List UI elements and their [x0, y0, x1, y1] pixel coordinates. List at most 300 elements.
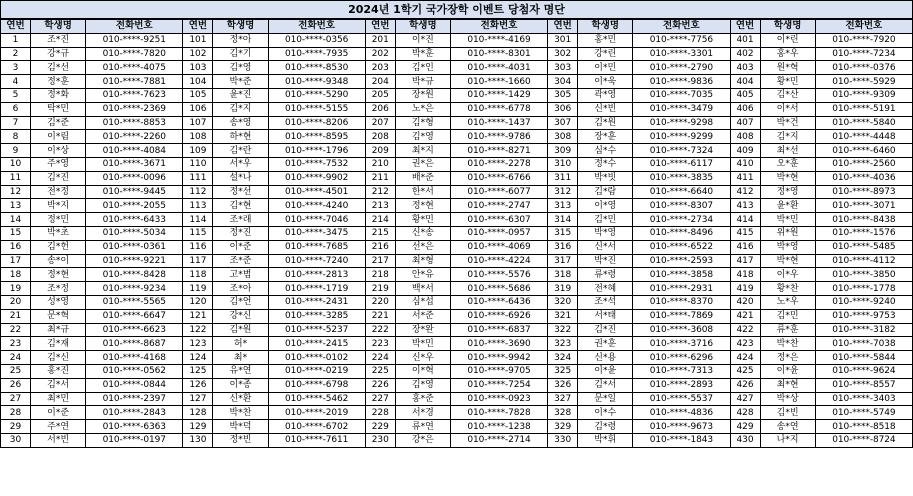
entry-number: 411	[730, 171, 760, 185]
entry-number: 430	[730, 433, 760, 447]
student-name: 김*령	[578, 420, 633, 434]
student-name: 최*규	[31, 323, 86, 337]
entry-number: 29	[1, 420, 31, 434]
student-name: 최*민	[31, 392, 86, 406]
student-name: 이*림	[31, 130, 86, 144]
phone-number: 010-****-6778	[450, 102, 547, 116]
entry-number: 117	[183, 254, 213, 268]
phone-number: 010-****-5034	[86, 226, 183, 240]
student-name: 조*래	[213, 213, 268, 227]
phone-number: 010-****-9902	[268, 171, 365, 185]
entry-number: 111	[183, 171, 213, 185]
entry-number: 105	[183, 88, 213, 102]
table-row	[1, 351, 913, 365]
phone-number: 010-****-6926	[450, 309, 547, 323]
entry-number: 7	[1, 116, 31, 130]
student-name: 나*지	[760, 433, 815, 447]
phone-number: 010-****-6436	[450, 295, 547, 309]
entry-number: 109	[183, 144, 213, 158]
entry-number: 317	[548, 254, 578, 268]
entry-number: 403	[730, 61, 760, 75]
student-name: 정*민	[31, 213, 86, 227]
phone-number: 010-****-8973	[815, 185, 912, 199]
student-name: 정*현	[31, 268, 86, 282]
student-name: 박*상	[760, 392, 815, 406]
student-name: 김*기	[213, 47, 268, 61]
phone-number: 010-****-2734	[633, 213, 730, 227]
entry-number: 401	[730, 33, 760, 47]
student-name: 박*현	[760, 171, 815, 185]
student-name: 정*빈	[213, 433, 268, 447]
entry-number: 23	[1, 337, 31, 351]
student-name: 김*원	[213, 323, 268, 337]
entry-number: 212	[365, 185, 395, 199]
student-name: 김*재	[31, 337, 86, 351]
student-name: 유*연	[213, 364, 268, 378]
student-name: 김*언	[213, 295, 268, 309]
phone-number: 010-****-2431	[268, 295, 365, 309]
phone-number: 010-****-5929	[815, 75, 912, 89]
entry-number: 215	[365, 226, 395, 240]
student-name: 조*정	[31, 282, 86, 296]
student-name: 문*혁	[31, 309, 86, 323]
student-name: 곽*영	[578, 88, 633, 102]
phone-number: 010-****-9445	[86, 185, 183, 199]
phone-number: 010-****-7611	[268, 433, 365, 447]
table-row	[1, 33, 913, 47]
phone-number: 010-****-4075	[86, 61, 183, 75]
student-name: 정*은	[760, 351, 815, 365]
student-name: 박*민	[760, 213, 815, 227]
phone-number: 010-****-7756	[633, 33, 730, 47]
student-name: 이*영	[578, 199, 633, 213]
table-row	[1, 61, 913, 75]
header-no: 연번	[730, 19, 760, 33]
entry-number: 305	[548, 88, 578, 102]
student-name: 송*영	[213, 116, 268, 130]
phone-number: 010-****-9836	[633, 75, 730, 89]
entry-number: 1	[1, 33, 31, 47]
entry-number: 106	[183, 102, 213, 116]
student-name: 이*민	[578, 61, 633, 75]
phone-number: 010-****-0844	[86, 378, 183, 392]
student-name: 장*완	[395, 323, 450, 337]
student-name: 박*진	[578, 254, 633, 268]
phone-number: 010-****-7869	[633, 309, 730, 323]
entry-number: 104	[183, 75, 213, 89]
entry-number: 201	[365, 33, 395, 47]
student-name: 홍*진	[31, 364, 86, 378]
phone-number: 010-****-6798	[268, 378, 365, 392]
student-name: 류*훈	[760, 323, 815, 337]
student-name: 김*지	[760, 130, 815, 144]
phone-number: 010-****-4069	[450, 240, 547, 254]
phone-number: 010-****-8496	[633, 226, 730, 240]
phone-number: 010-****-2893	[633, 378, 730, 392]
phone-number: 010-****-7324	[633, 144, 730, 158]
student-name: 강*규	[31, 47, 86, 61]
entry-number: 129	[183, 420, 213, 434]
phone-number: 010-****-6296	[633, 351, 730, 365]
entry-number: 102	[183, 47, 213, 61]
phone-number: 010-****-9624	[815, 364, 912, 378]
header-name: 학생명	[395, 19, 450, 33]
entry-number: 327	[548, 392, 578, 406]
student-name: 이*혁	[395, 364, 450, 378]
table-row	[1, 130, 913, 144]
entry-number: 326	[548, 378, 578, 392]
student-name: 박*찬	[213, 406, 268, 420]
phone-number: 010-****-3475	[268, 226, 365, 240]
student-name: 김*서	[31, 378, 86, 392]
entry-number: 18	[1, 268, 31, 282]
phone-number: 010-****-1796	[268, 144, 365, 158]
phone-number: 010-****-7313	[633, 364, 730, 378]
table-row	[1, 213, 913, 227]
student-name: 이*서	[760, 102, 815, 116]
table-row	[1, 240, 913, 254]
entry-number: 213	[365, 199, 395, 213]
phone-number: 010-****-8530	[268, 61, 365, 75]
student-name: 강*은	[395, 433, 450, 447]
phone-number: 010-****-3858	[633, 268, 730, 282]
entry-number: 103	[183, 61, 213, 75]
student-name: 하*현	[213, 130, 268, 144]
entry-number: 415	[730, 226, 760, 240]
phone-number: 010-****-9786	[450, 130, 547, 144]
student-name: 위*원	[760, 226, 815, 240]
phone-number: 010-****-7254	[450, 378, 547, 392]
student-name: 김*형	[395, 116, 450, 130]
table-title: 2024년 1학기 국가장학 이벤트 당첨자 명단	[1, 1, 913, 20]
student-name: 탁*민	[31, 102, 86, 116]
phone-number: 010-****-4836	[633, 406, 730, 420]
student-name: 이*윤	[760, 364, 815, 378]
phone-number: 010-****-4448	[815, 130, 912, 144]
phone-number: 010-****-8370	[633, 295, 730, 309]
entry-number: 301	[548, 33, 578, 47]
phone-number: 010-****-2415	[268, 337, 365, 351]
entry-number: 423	[730, 337, 760, 351]
entry-number: 20	[1, 295, 31, 309]
entry-number: 229	[365, 420, 395, 434]
table-row	[1, 75, 913, 89]
header-name: 학생명	[213, 19, 268, 33]
entry-number: 320	[548, 295, 578, 309]
table-row	[1, 282, 913, 296]
phone-number: 010-****-2560	[815, 157, 912, 171]
student-name: 신*환	[213, 392, 268, 406]
table-row	[1, 309, 913, 323]
student-name: 이*우	[760, 268, 815, 282]
student-name: 전*정	[31, 185, 86, 199]
student-name: 황*민	[395, 213, 450, 227]
student-name: 오*훈	[760, 157, 815, 171]
student-name: 김*란	[213, 144, 268, 158]
student-name: 최*형	[395, 254, 450, 268]
phone-number: 010-****-2714	[450, 433, 547, 447]
entry-number: 125	[183, 364, 213, 378]
student-name: 정*선	[213, 185, 268, 199]
student-name: 전*혜	[578, 282, 633, 296]
phone-number: 010-****-4501	[268, 185, 365, 199]
student-name: 정*진	[213, 226, 268, 240]
phone-number: 010-****-0102	[268, 351, 365, 365]
student-name: 김*헌	[31, 240, 86, 254]
entry-number: 217	[365, 254, 395, 268]
table-row	[1, 433, 913, 447]
entry-number: 323	[548, 337, 578, 351]
entry-number: 107	[183, 116, 213, 130]
phone-number: 010-****-1719	[268, 282, 365, 296]
entry-number: 2	[1, 47, 31, 61]
entry-number: 328	[548, 406, 578, 420]
student-name: 권*훈	[578, 337, 633, 351]
student-name: 김*서	[578, 378, 633, 392]
student-name: 류*령	[578, 268, 633, 282]
entry-number: 412	[730, 185, 760, 199]
student-name: 노*은	[395, 102, 450, 116]
entry-number: 216	[365, 240, 395, 254]
student-name: 박*건	[760, 116, 815, 130]
phone-number: 010-****-8687	[86, 337, 183, 351]
entry-number: 208	[365, 130, 395, 144]
entry-number: 421	[730, 309, 760, 323]
student-name: 허*	[213, 337, 268, 351]
entry-number: 315	[548, 226, 578, 240]
entry-number: 25	[1, 364, 31, 378]
table-row	[1, 144, 913, 158]
phone-number: 010-****-5191	[815, 102, 912, 116]
phone-number: 010-****-9240	[815, 295, 912, 309]
phone-number: 010-****-6433	[86, 213, 183, 227]
entry-number: 427	[730, 392, 760, 406]
student-name: 주*영	[31, 157, 86, 171]
phone-number: 010-****-1660	[450, 75, 547, 89]
student-name: 조*석	[578, 295, 633, 309]
student-name: 김*진	[31, 171, 86, 185]
phone-number: 010-****-3301	[633, 47, 730, 61]
entry-number: 314	[548, 213, 578, 227]
phone-number: 010-****-7532	[268, 157, 365, 171]
student-name: 정*영	[760, 185, 815, 199]
phone-number: 010-****-8428	[86, 268, 183, 282]
student-name: 최*	[213, 351, 268, 365]
entry-number: 405	[730, 88, 760, 102]
student-name: 홍*우	[760, 47, 815, 61]
phone-number: 010-****-9753	[815, 309, 912, 323]
header-no: 연번	[548, 19, 578, 33]
entry-number: 101	[183, 33, 213, 47]
student-name: 김*지	[213, 102, 268, 116]
phone-number: 010-****-7038	[815, 337, 912, 351]
entry-number: 330	[548, 433, 578, 447]
student-name: 신*서	[578, 240, 633, 254]
entry-number: 426	[730, 378, 760, 392]
entry-number: 130	[183, 433, 213, 447]
phone-number: 010-****-7240	[268, 254, 365, 268]
entry-number: 311	[548, 171, 578, 185]
entry-number: 406	[730, 102, 760, 116]
phone-number: 010-****-8271	[450, 144, 547, 158]
phone-number: 010-****-2843	[86, 406, 183, 420]
phone-number: 010-****-0923	[450, 392, 547, 406]
header-phone: 전화번호	[268, 19, 365, 33]
phone-number: 010-****-7046	[268, 213, 365, 227]
student-name: 정*화	[31, 88, 86, 102]
phone-number: 010-****-2790	[633, 61, 730, 75]
phone-number: 010-****-7828	[450, 406, 547, 420]
student-name: 주*연	[31, 420, 86, 434]
entry-number: 205	[365, 88, 395, 102]
phone-number: 010-****-0361	[86, 240, 183, 254]
student-name: 박*빗	[578, 171, 633, 185]
student-name: 이*준	[213, 240, 268, 254]
header-name: 학생명	[760, 19, 815, 33]
student-name: 조*준	[213, 254, 268, 268]
entry-number: 4	[1, 75, 31, 89]
phone-number: 010-****-9309	[815, 88, 912, 102]
entry-number: 402	[730, 47, 760, 61]
entry-number: 218	[365, 268, 395, 282]
phone-number: 010-****-7234	[815, 47, 912, 61]
entry-number: 203	[365, 61, 395, 75]
phone-number: 010-****-9299	[633, 130, 730, 144]
phone-number: 010-****-1778	[815, 282, 912, 296]
phone-number: 010-****-2055	[86, 199, 183, 213]
phone-number: 010-****-8557	[815, 378, 912, 392]
student-name: 김*람	[578, 185, 633, 199]
entry-number: 225	[365, 364, 395, 378]
student-name: 홍*준	[395, 392, 450, 406]
header-phone: 전화번호	[815, 19, 912, 33]
student-name: 김*신	[31, 351, 86, 365]
entry-number: 27	[1, 392, 31, 406]
student-name: 서*준	[395, 309, 450, 323]
entry-number: 329	[548, 420, 578, 434]
phone-number: 010-****-3850	[815, 268, 912, 282]
phone-number: 010-****-6702	[268, 420, 365, 434]
table-row	[1, 420, 913, 434]
entry-number: 14	[1, 213, 31, 227]
phone-number: 010-****-7820	[86, 47, 183, 61]
phone-number: 010-****-7935	[268, 47, 365, 61]
phone-number: 010-****-2931	[633, 282, 730, 296]
entry-number: 413	[730, 199, 760, 213]
entry-number: 118	[183, 268, 213, 282]
phone-number: 010-****-2593	[633, 254, 730, 268]
phone-number: 010-****-9221	[86, 254, 183, 268]
entry-number: 120	[183, 295, 213, 309]
entry-number: 123	[183, 337, 213, 351]
entry-number: 321	[548, 309, 578, 323]
entry-number: 126	[183, 378, 213, 392]
entry-number: 303	[548, 61, 578, 75]
entry-number: 16	[1, 240, 31, 254]
phone-number: 010-****-0957	[450, 226, 547, 240]
student-name: 강*신	[213, 309, 268, 323]
phone-number: 010-****-8206	[268, 116, 365, 130]
phone-number: 010-****-5749	[815, 406, 912, 420]
header-phone: 전화번호	[450, 19, 547, 33]
entry-number: 227	[365, 392, 395, 406]
student-name: 신*우	[395, 351, 450, 365]
entry-number: 416	[730, 240, 760, 254]
student-name: 송*이	[31, 254, 86, 268]
student-name: 안*유	[395, 268, 450, 282]
entry-number: 116	[183, 240, 213, 254]
student-name: 황*찬	[760, 282, 815, 296]
phone-number: 010-****-3716	[633, 337, 730, 351]
student-name: 최*지	[395, 144, 450, 158]
student-name: 류*연	[395, 420, 450, 434]
entry-number: 313	[548, 199, 578, 213]
phone-number: 010-****-6766	[450, 171, 547, 185]
entry-number: 419	[730, 282, 760, 296]
entry-number: 5	[1, 88, 31, 102]
student-name: 장*원	[395, 88, 450, 102]
table-row	[1, 295, 913, 309]
table-row	[1, 102, 913, 116]
student-name: 이*욱	[578, 75, 633, 89]
student-name: 원*혁	[760, 61, 815, 75]
student-name: 김*선	[31, 61, 86, 75]
entry-number: 302	[548, 47, 578, 61]
phone-number: 010-****-5686	[450, 282, 547, 296]
student-name: 설*나	[213, 171, 268, 185]
student-name: 선*은	[395, 240, 450, 254]
student-name: 서*태	[578, 309, 633, 323]
student-name: 이*윤	[578, 364, 633, 378]
header-name: 학생명	[578, 19, 633, 33]
student-name: 이*준	[31, 406, 86, 420]
entry-number: 424	[730, 351, 760, 365]
header-phone: 전화번호	[633, 19, 730, 33]
phone-number: 010-****-1576	[815, 226, 912, 240]
student-name: 정*현	[395, 199, 450, 213]
entry-number: 112	[183, 185, 213, 199]
phone-number: 010-****-0096	[86, 171, 183, 185]
phone-number: 010-****-7920	[815, 33, 912, 47]
entry-number: 22	[1, 323, 31, 337]
phone-number: 010-****-7035	[633, 88, 730, 102]
student-name: 김*현	[213, 199, 268, 213]
entry-number: 312	[548, 185, 578, 199]
phone-number: 010-****-6640	[633, 185, 730, 199]
student-name: 신*빈	[578, 102, 633, 116]
entry-number: 309	[548, 144, 578, 158]
table-row	[1, 185, 913, 199]
student-name: 백*서	[395, 282, 450, 296]
entry-number: 306	[548, 102, 578, 116]
phone-number: 010-****-4240	[268, 199, 365, 213]
entry-number: 324	[548, 351, 578, 365]
entry-number: 408	[730, 130, 760, 144]
student-name: 심*수	[578, 144, 633, 158]
table-row	[1, 406, 913, 420]
entry-number: 110	[183, 157, 213, 171]
phone-number: 010-****-1429	[450, 88, 547, 102]
phone-number: 010-****-6460	[815, 144, 912, 158]
entry-number: 407	[730, 116, 760, 130]
student-name: 김*빈	[760, 406, 815, 420]
phone-number: 010-****-8853	[86, 116, 183, 130]
table-row	[1, 392, 913, 406]
phone-number: 010-****-6623	[86, 323, 183, 337]
student-name: 성*영	[31, 295, 86, 309]
student-name: 박*영	[760, 240, 815, 254]
entry-number: 310	[548, 157, 578, 171]
